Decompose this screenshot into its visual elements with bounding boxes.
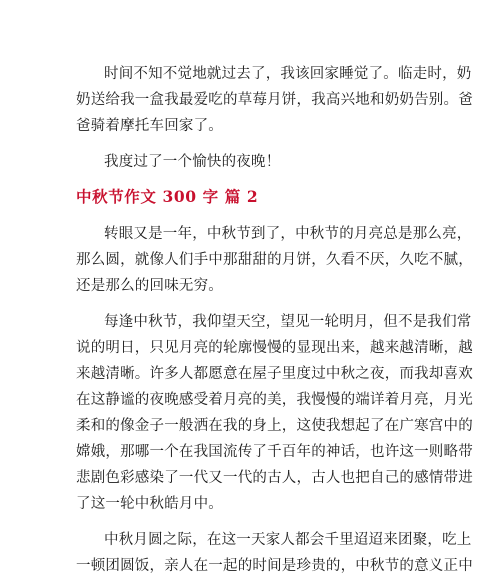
text-line: 了这一轮中秋皓月中。 bbox=[76, 496, 223, 512]
text-line: 爸骑着摩托车回家了。 bbox=[76, 118, 223, 134]
text-line: 奶送给我一盒我最爱吃的草莓月饼，我高兴地和奶奶告别。爸 bbox=[76, 92, 473, 108]
text-line: 悲剧色彩感染了一代又一代的古人，古人也把自己的感情带进 bbox=[76, 470, 473, 486]
text-line: 嫦娥，那哪一个在我国流传了千百年的神话，也许这一则略带 bbox=[76, 444, 473, 460]
text-line: 还是那么的回味无穷。 bbox=[76, 278, 223, 294]
text-line: 一顿团圆饭，亲人在一起的时间是珍贵的，中秋节的意义正中 bbox=[76, 558, 473, 574]
text-line: 时间不知不觉地就过去了，我该回家睡觉了。临走时，奶 bbox=[104, 66, 472, 82]
text-line: 每逢中秋节，我仰望天空，望见一轮明月，但不是我们常 bbox=[104, 314, 472, 330]
section-heading: 中秋节作文 300 字 篇 2 bbox=[76, 187, 259, 206]
text-line: 转眼又是一年，中秋节到了，中秋节的月亮总是那么亮， bbox=[104, 226, 472, 242]
text-line: 来越清晰。许多人都愿意在屋子里度过中秋之夜，而我却喜欢 bbox=[76, 366, 473, 382]
text-line: 那么圆，就像人们手中那甜甜的月饼，久看不厌，久吃不腻， bbox=[76, 252, 473, 268]
text-line: 中秋月圆之际，在这一天家人都会千里迢迢来团聚，吃上 bbox=[104, 532, 472, 548]
text-line: 说的明日，只见月亮的轮廓慢慢的显现出来，越来越清晰，越 bbox=[76, 340, 473, 356]
text-line: 我度过了一个愉快的夜晚！ bbox=[104, 154, 281, 170]
text-line: 柔和的像金子一般洒在我的身上，这使我想起了在广寒宫中的 bbox=[76, 418, 473, 434]
text-line: 在这静谧的夜晚感受着月亮的美，我慢慢的端详着月亮，月光 bbox=[76, 392, 473, 408]
